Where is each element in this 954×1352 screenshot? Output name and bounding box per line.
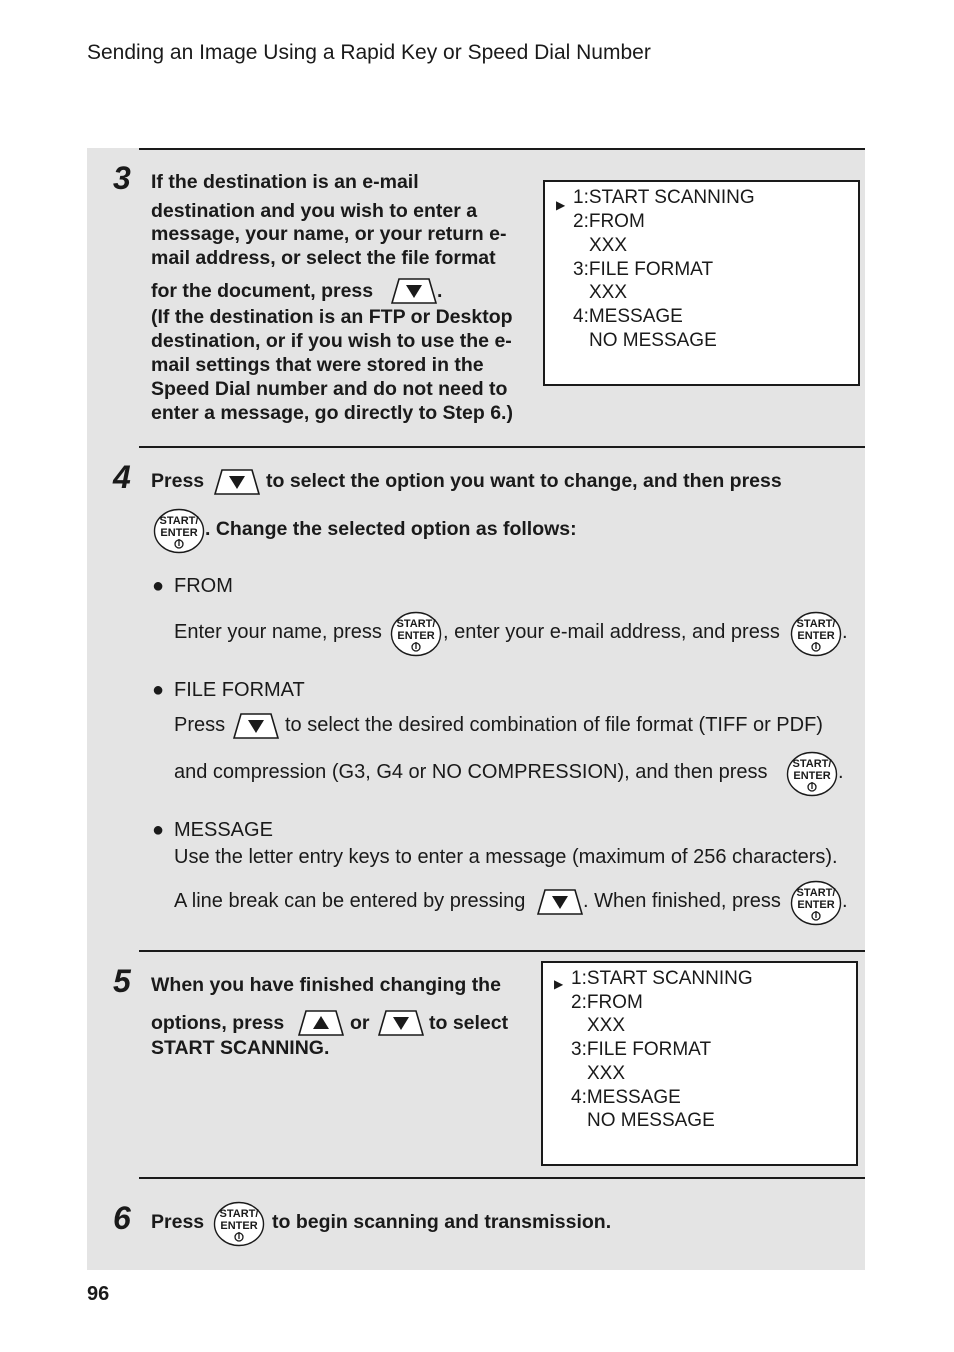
lcd-line: XXX bbox=[589, 282, 628, 303]
option-text: and compression (G3, G4 or NO COMPRESSION), and then press bbox=[174, 761, 768, 783]
lcd-line: XXX bbox=[587, 1063, 626, 1084]
start-enter-key-icon bbox=[153, 508, 205, 559]
option-text: . bbox=[842, 890, 848, 912]
step4-text: Press bbox=[151, 470, 205, 492]
step5-text: options, press bbox=[151, 1012, 285, 1034]
svg-text:START/: START/ bbox=[796, 887, 836, 899]
down-arrow-key-icon bbox=[233, 713, 279, 744]
svg-text:ENTER: ENTER bbox=[397, 630, 435, 642]
option-title: FROM bbox=[174, 575, 233, 597]
svg-text:ENTER: ENTER bbox=[797, 630, 835, 642]
step4-text: to select the option you want to change, and then press bbox=[266, 470, 782, 492]
option-text: . bbox=[842, 621, 848, 643]
step-number: 4 bbox=[113, 459, 131, 495]
page-header: Sending an Image Using a Rapid Key or Speed Dial Number bbox=[87, 41, 651, 64]
step5-text: or bbox=[350, 1012, 370, 1034]
option-text: Enter your name, press bbox=[174, 621, 382, 643]
svg-text:ENTER: ENTER bbox=[797, 899, 835, 911]
svg-text:START/: START/ bbox=[219, 1208, 259, 1220]
lcd-line: 4:MESSAGE bbox=[573, 306, 683, 327]
step-number: 3 bbox=[113, 160, 131, 196]
lcd-line: XXX bbox=[587, 1015, 626, 1036]
lcd-line: 2:FROM bbox=[573, 211, 645, 232]
bullet-icon: ● bbox=[152, 575, 165, 597]
step5-text: When you have finished changing the bbox=[151, 974, 501, 996]
step3-note: enter a message, go directly to Step 6.) bbox=[151, 402, 513, 424]
lcd-line: NO MESSAGE bbox=[589, 330, 717, 351]
option-text: Press bbox=[174, 714, 226, 736]
step6-text: Press bbox=[151, 1211, 205, 1233]
svg-text:START/: START/ bbox=[396, 618, 436, 630]
option-text: . When finished, press bbox=[583, 890, 781, 912]
divider bbox=[139, 148, 865, 150]
step3-text: message, your name, or your return e- bbox=[151, 223, 507, 245]
option-text: , enter your e-mail address, and press bbox=[443, 621, 780, 643]
cursor-arrow-icon: ▶ bbox=[554, 977, 564, 991]
svg-text:ENTER: ENTER bbox=[793, 770, 831, 782]
step3-note: destination, or if you wish to use the e- bbox=[151, 330, 512, 352]
step5-text: to select bbox=[429, 1012, 509, 1034]
option-title: FILE FORMAT bbox=[174, 679, 305, 701]
option-title: MESSAGE bbox=[174, 819, 273, 841]
start-enter-key-icon bbox=[786, 751, 838, 802]
svg-text:ENTER: ENTER bbox=[220, 1220, 258, 1232]
option-text: Use the letter entry keys to enter a message (maximum of 256 characters). bbox=[174, 846, 838, 868]
divider bbox=[139, 1177, 865, 1179]
option-text: . bbox=[838, 761, 844, 783]
step3-text: . bbox=[437, 280, 443, 302]
page-number: 96 bbox=[87, 1283, 110, 1305]
svg-text:START/: START/ bbox=[796, 618, 836, 630]
bullet-icon: ● bbox=[152, 819, 165, 841]
start-enter-key-icon bbox=[390, 611, 442, 662]
cursor-arrow-icon: ▶ bbox=[556, 198, 566, 212]
lcd-line: 1:START SCANNING bbox=[571, 968, 753, 989]
step-number: 5 bbox=[113, 963, 131, 999]
start-enter-key-icon bbox=[790, 880, 842, 931]
start-enter-key-icon bbox=[790, 611, 842, 662]
step4-text: . Change the selected option as follows: bbox=[205, 518, 577, 540]
down-arrow-key-icon bbox=[214, 469, 260, 500]
step3-note: mail settings that were stored in the bbox=[151, 354, 484, 376]
lcd-line: NO MESSAGE bbox=[587, 1110, 715, 1131]
lcd-line: 2:FROM bbox=[571, 992, 643, 1013]
start-enter-key-icon bbox=[213, 1201, 265, 1252]
step6-text: to begin scanning and transmission. bbox=[272, 1211, 612, 1233]
lcd-display bbox=[541, 961, 858, 1166]
lcd-line: 3:FILE FORMAT bbox=[573, 259, 714, 280]
step-number: 6 bbox=[113, 1200, 131, 1236]
bullet-icon: ● bbox=[152, 679, 165, 701]
lcd-line: XXX bbox=[589, 235, 628, 256]
svg-text:ENTER: ENTER bbox=[160, 527, 198, 539]
lcd-display bbox=[543, 180, 860, 386]
step5-text: START SCANNING. bbox=[151, 1037, 330, 1059]
svg-text:START/: START/ bbox=[159, 515, 199, 527]
step3-text: for the document, press bbox=[151, 280, 374, 302]
svg-text:START/: START/ bbox=[792, 758, 832, 770]
divider bbox=[139, 446, 865, 448]
step3-text: mail address, or select the file format bbox=[151, 247, 496, 269]
lcd-line: 4:MESSAGE bbox=[571, 1087, 681, 1108]
step3-text: destination and you wish to enter a bbox=[151, 200, 478, 222]
step3-text: If the destination is an e-mail bbox=[151, 171, 419, 193]
option-text: to select the desired combination of file format (TIFF or PDF) bbox=[285, 714, 823, 736]
option-text: A line break can be entered by pressing bbox=[174, 890, 526, 912]
down-arrow-key-icon bbox=[537, 889, 583, 920]
step3-note: Speed Dial number and do not need to bbox=[151, 378, 508, 400]
lcd-line: 1:START SCANNING bbox=[573, 187, 755, 208]
step3-note: (If the destination is an FTP or Desktop bbox=[151, 306, 513, 328]
down-arrow-key-icon bbox=[378, 1010, 424, 1041]
lcd-line: 3:FILE FORMAT bbox=[571, 1039, 712, 1060]
divider bbox=[139, 950, 865, 952]
